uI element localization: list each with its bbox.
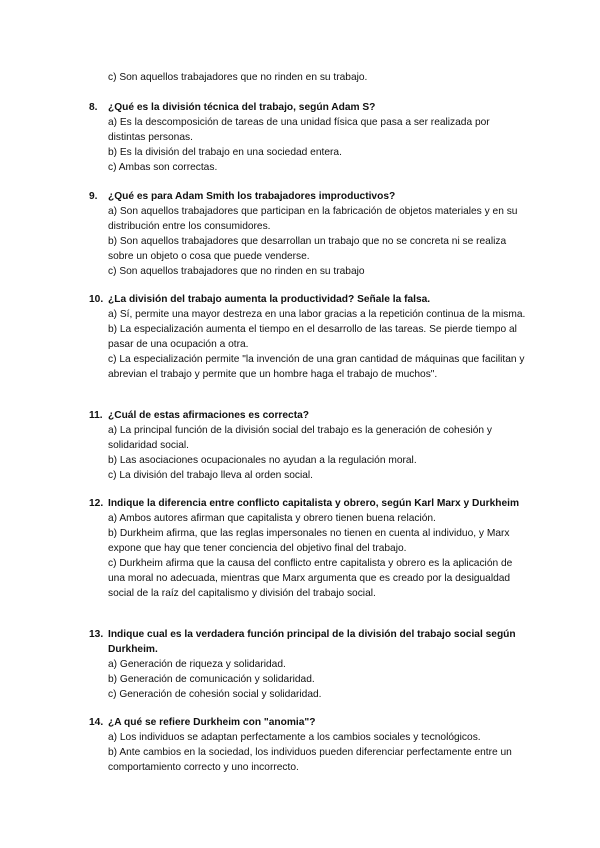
option-c: c) La división del trabajo lleva al orden social. — [108, 470, 313, 481]
option-b: b) Durkheim afirma, que las reglas impersonales no tienen en cuenta al individuo, y Marx expone que hay que tener conciencia del objetivo final del trabajo. — [108, 528, 510, 554]
option-a: a) La principal función de la división social del trabajo es la generación de cohesión y solidaridad social. — [108, 425, 492, 451]
question-number: 10. — [89, 294, 104, 305]
option-b: b) Son aquellos trabajadores que desarrollan un trabajo que no se concreta ni se realiza sobre un objeto o cosa que puede venderse. — [108, 236, 507, 262]
question-number: 8. — [89, 102, 98, 113]
option-c: c) Son aquellos trabajadores que no rinden en su trabajo — [108, 266, 365, 277]
question-number: 9. — [89, 191, 98, 202]
option-c: c) Ambas son correctas. — [108, 162, 218, 173]
option-b: b) La especialización aumenta el tiempo en el desarrollo de las tareas. Se pierde tiempo al pasar de una ocupación a otra. — [108, 324, 517, 350]
question-text: ¿Cuál de estas afirmaciones es correcta? — [108, 410, 310, 421]
option-a: a) Generación de riqueza y solidaridad. — [108, 659, 286, 670]
question-9 — [89, 189, 529, 279]
question-heading — [89, 627, 529, 657]
question-heading — [89, 292, 529, 307]
option-b: b) Ante cambios en la sociedad, los individuos pueden diferenciar perfectamente entre un comportamiento correcto y uno incorrecto. — [108, 747, 512, 773]
question-heading — [89, 100, 529, 115]
question-14 — [89, 715, 529, 775]
option-a: a) Ambos autores afirman que capitalista y obrero tienen buena relación. — [108, 513, 436, 524]
option-a: a) Es la descomposición de tareas de una unidad física que pasa a ser realizada por distintas personas. — [108, 117, 490, 143]
question-heading — [89, 408, 529, 423]
option-a: a) Sí, permite una mayor destreza en una labor gracias a la repetición continua de la misma. — [108, 309, 526, 320]
option-c: c) Generación de cohesión social y solidaridad. — [108, 689, 322, 700]
question-number: 14. — [89, 717, 104, 728]
option-b: b) Las asociaciones ocupacionales no ayudan a la regulación moral. — [108, 455, 417, 466]
option-a: a) Son aquellos trabajadores que participan en la fabricación de objetos materiales y en su distribución entre los consumidores. — [108, 206, 518, 232]
question-heading — [89, 189, 529, 204]
question-number: 12. — [89, 498, 104, 509]
question-number: 13. — [89, 629, 104, 640]
option-c: c) Durkheim afirma que la causa del conflicto entre capitalista y obrero es la aplicación de una moral no adecuada, mientras que Marx argumenta que es creado por la desigualdad social de la raíz del capitalismo y división del trabajo social. — [108, 558, 513, 599]
question-text: ¿A qué se refiere Durkheim con "anomia"? — [108, 717, 316, 728]
question-text: ¿Qué es la división técnica del trabajo, según Adam S? — [108, 102, 376, 113]
question-10 — [89, 292, 529, 382]
question-12 — [89, 496, 529, 601]
question-text: Indique cual es la verdadera función principal de la división del trabajo social según Durkheim. — [108, 629, 516, 655]
question-number: 11. — [89, 410, 103, 421]
option-b: b) Es la división del trabajo en una sociedad entera. — [108, 147, 342, 158]
question-8 — [89, 100, 529, 175]
question-11 — [89, 408, 529, 483]
continued-option: c) Son aquellos trabajadores que no rinden en su trabajo. — [108, 72, 368, 83]
question-text: Indique la diferencia entre conflicto capitalista y obrero, según Karl Marx y Durkheim — [108, 498, 520, 509]
option-a: a) Los individuos se adaptan perfectamente a los cambios sociales y tecnológicos. — [108, 732, 481, 743]
question-heading — [89, 496, 529, 511]
question-text: ¿La división del trabajo aumenta la productividad? Señale la falsa. — [108, 294, 431, 305]
question-13 — [89, 627, 529, 702]
question-heading — [89, 715, 529, 730]
question-text: ¿Qué es para Adam Smith los trabajadores improductivos? — [108, 191, 396, 202]
option-b: b) Generación de comunicación y solidaridad. — [108, 674, 315, 685]
option-c: c) La especialización permite "la invención de una gran cantidad de máquinas que facilitan y abrevian el trabajo y permite que un hombre haga el trabajo de muchos". — [108, 354, 525, 380]
